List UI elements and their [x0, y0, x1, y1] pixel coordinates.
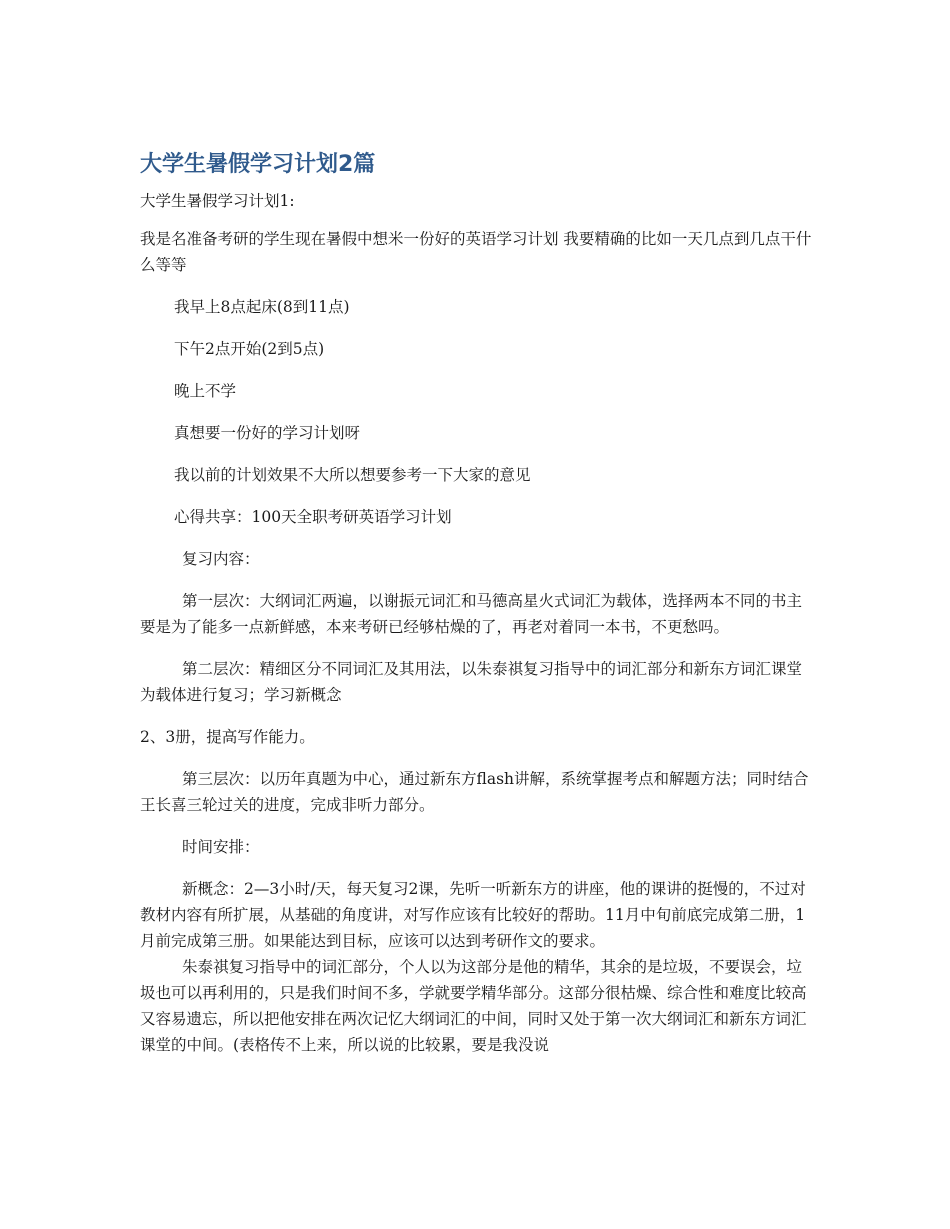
paragraph: 第三层次：以历年真题为中心，通过新东方flash讲解，系统掌握考点和解题方法；同时结合王长喜三轮过关的进度，完成非听力部分。	[140, 770, 809, 814]
paragraph: 朱泰祺复习指导中的词汇部分，个人以为这部分是他的精华，其余的是垃圾，不要误会，垃圾也可以再利用的，只是我们时间不多，学就要学精华部分。这部分很枯燥、综合性和难度比较高又容易遗忘，所以把他安排在两次记忆大纲词汇的中间，同时又处于第一次大纲词汇和新东方词汇课堂的中间。(表格传不上来，所以说的比较累，要是我没说	[140, 958, 807, 1054]
paragraph: 我以前的计划效果不大所以想要参考一下大家的意见	[174, 466, 531, 484]
paragraph: 第一层次：大纲词汇两遍，以谢振元词汇和马德高星火式词汇为载体，选择两本不同的书主要是为了能多一点新鲜感，本来考研已经够枯燥的了，再老对着同一本书，不更愁吗。	[140, 592, 803, 636]
paragraph: 下午2点开始(2到5点)	[174, 340, 325, 358]
paragraph: 我是名准备考研的学生现在暑假中想米一份好的英语学习计划 我要精确的比如一天几点到几点干什么等等	[140, 230, 812, 274]
paragraph: 2、3册，提高写作能力。	[140, 728, 315, 746]
paragraph: 复习内容：	[182, 550, 260, 568]
document-body	[140, 148, 812, 1058]
document-title: 大学生暑假学习计划2篇	[140, 152, 376, 177]
paragraph: 我早上8点起床(8到11点)	[174, 298, 350, 316]
paragraph: 新概念：2—3小时/天，每天复习2课，先听一听新东方的讲座，他的课讲的挺慢的，不过对教材内容有所扩展，从基础的角度讲，对写作应该有比较好的帮助。11月中旬前底完成第二册，1月前完成第三册。如果能达到目标，应该可以达到考研作文的要求。	[140, 880, 806, 950]
paragraph: 时间安排：	[182, 838, 260, 856]
paragraph: 第二层次：精细区分不同词汇及其用法，以朱泰祺复习指导中的词汇部分和新东方词汇课堂为载体进行复习；学习新概念	[140, 660, 803, 704]
paragraph: 心得共享：100天全职考研英语学习计划	[174, 508, 452, 526]
paragraph: 真想要一份好的学习计划呀	[174, 424, 361, 442]
paragraph: 晚上不学	[174, 382, 237, 400]
section-heading: 大学生暑假学习计划1:	[140, 192, 295, 210]
